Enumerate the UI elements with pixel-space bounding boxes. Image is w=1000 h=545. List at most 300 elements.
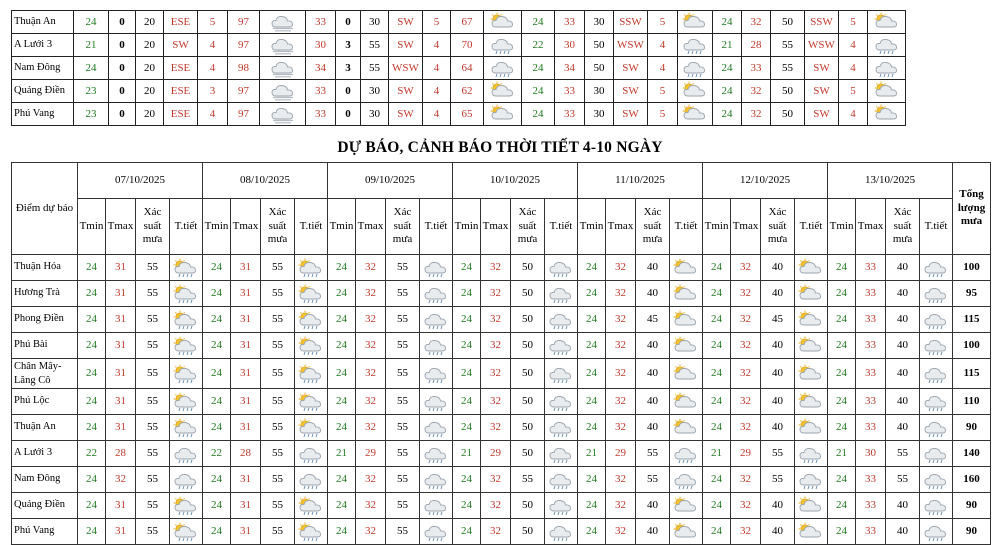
tmax-cell: 31 xyxy=(231,493,261,519)
weather-cell xyxy=(170,255,203,281)
tmax-cell: 32 xyxy=(731,519,761,545)
tmin-cell: 24 xyxy=(78,255,106,281)
date-header: 11/10/2025 xyxy=(578,163,703,199)
tmax-cell: 33 xyxy=(856,359,886,389)
value-cell: 97 xyxy=(228,103,260,126)
value-cell: 62 xyxy=(451,80,484,103)
value-cell: 5 xyxy=(839,11,868,34)
weather-cell xyxy=(678,103,713,126)
rain-probability-cell: 55 xyxy=(886,467,920,493)
tmax-cell: 32 xyxy=(731,307,761,333)
weather-header: T.tiết xyxy=(920,199,953,255)
tmax-cell: 33 xyxy=(856,415,886,441)
weather-cell xyxy=(545,389,578,415)
rain-probability-cell: 55 xyxy=(261,359,295,389)
sun-cloud-icon xyxy=(489,12,517,32)
tmin-cell: 22 xyxy=(78,441,106,467)
weather-cell xyxy=(484,80,522,103)
weather-cell xyxy=(170,467,203,493)
weather-cell xyxy=(295,359,328,389)
value-cell: 5 xyxy=(198,11,228,34)
value-cell: SW xyxy=(805,57,839,80)
tmax-cell: 32 xyxy=(481,519,511,545)
rain-cloud-icon xyxy=(922,284,950,304)
tmax-header: Tmax xyxy=(856,199,886,255)
weather-cell xyxy=(295,333,328,359)
cloud-fog-icon xyxy=(269,81,297,101)
value-cell: 4 xyxy=(839,57,868,80)
tmin-cell: 24 xyxy=(328,333,356,359)
value-cell: 30 xyxy=(306,34,336,57)
sun-cloud-icon xyxy=(681,12,709,32)
cloud-fog-icon xyxy=(269,35,297,55)
rain-probability-header: Xác suất mưa xyxy=(511,199,545,255)
total-rain-cell: 95 xyxy=(953,281,991,307)
weather-cell xyxy=(920,307,953,333)
value-cell: 5 xyxy=(423,11,451,34)
sun-cloud-icon xyxy=(873,81,901,101)
total-rain-cell: 90 xyxy=(953,415,991,441)
location-name: Phú Bài xyxy=(12,333,78,359)
tmin-cell: 24 xyxy=(203,255,231,281)
rain-probability-header: Xác suất mưa xyxy=(261,199,295,255)
rain-probability-cell: 40 xyxy=(761,519,795,545)
value-cell: 55 xyxy=(361,34,389,57)
weather-cell xyxy=(868,11,906,34)
table-row xyxy=(12,389,991,415)
value-cell: 24 xyxy=(713,11,742,34)
tmax-cell: 33 xyxy=(856,519,886,545)
rain-cloud-icon xyxy=(672,470,700,490)
sun-cloud-icon xyxy=(672,310,700,330)
tmax-cell: 33 xyxy=(856,307,886,333)
tmin-cell: 21 xyxy=(828,441,856,467)
rain-probability-cell: 55 xyxy=(636,467,670,493)
tmax-cell: 29 xyxy=(481,441,511,467)
rain-probability-cell: 55 xyxy=(261,255,295,281)
location-name: Phú Vang xyxy=(12,103,74,126)
tmax-cell: 32 xyxy=(481,307,511,333)
tmin-cell: 24 xyxy=(828,467,856,493)
tmax-cell: 32 xyxy=(481,467,511,493)
value-cell: 0 xyxy=(109,11,136,34)
tmax-cell: 32 xyxy=(356,389,386,415)
tmin-cell: 24 xyxy=(578,307,606,333)
total-rain-cell: 115 xyxy=(953,307,991,333)
rain-cloud-icon xyxy=(547,364,575,384)
rain-probability-cell: 55 xyxy=(511,467,545,493)
rain-probability-cell: 50 xyxy=(511,519,545,545)
sun-cloud-icon xyxy=(489,81,517,101)
value-cell: 33 xyxy=(306,103,336,126)
sun-rain-icon xyxy=(297,258,325,278)
tmax-cell: 32 xyxy=(731,359,761,389)
tmin-cell: 24 xyxy=(203,493,231,519)
sub-header-row xyxy=(12,199,991,255)
weather-cell xyxy=(484,57,522,80)
value-cell: 24 xyxy=(522,11,555,34)
value-cell: 33 xyxy=(742,57,771,80)
rain-probability-cell: 55 xyxy=(136,333,170,359)
tmin-cell: 24 xyxy=(453,519,481,545)
tmax-cell: 32 xyxy=(356,255,386,281)
rain-cloud-icon xyxy=(797,444,825,464)
tmax-cell: 32 xyxy=(481,415,511,441)
rain-cloud-icon xyxy=(172,470,200,490)
sun-rain-icon xyxy=(297,496,325,516)
value-cell: 4 xyxy=(423,34,451,57)
sun-rain-icon xyxy=(172,364,200,384)
tmax-cell: 32 xyxy=(356,333,386,359)
tmax-cell: 31 xyxy=(106,333,136,359)
rain-probability-cell: 40 xyxy=(636,415,670,441)
value-cell: 20 xyxy=(136,103,164,126)
tmin-cell: 24 xyxy=(328,359,356,389)
tmax-cell: 31 xyxy=(106,307,136,333)
value-cell: 30 xyxy=(555,34,585,57)
value-cell: 55 xyxy=(771,57,805,80)
tmin-cell: 24 xyxy=(453,281,481,307)
value-cell: 55 xyxy=(771,34,805,57)
weather-cell xyxy=(920,255,953,281)
rain-probability-cell: 55 xyxy=(386,389,420,415)
rain-cloud-icon xyxy=(797,470,825,490)
tmin-cell: 24 xyxy=(203,389,231,415)
location-name: Phú Lộc xyxy=(12,389,78,415)
rain-cloud-icon xyxy=(489,35,517,55)
value-cell: 4 xyxy=(648,34,678,57)
value-cell: 24 xyxy=(74,11,109,34)
weather-cell xyxy=(670,467,703,493)
weather-cell xyxy=(920,389,953,415)
sun-rain-icon xyxy=(172,522,200,542)
tmax-cell: 31 xyxy=(231,467,261,493)
weather-cell xyxy=(170,307,203,333)
tmin-cell: 24 xyxy=(78,493,106,519)
location-name: A Lưới 3 xyxy=(12,441,78,467)
value-cell: 0 xyxy=(109,80,136,103)
sun-cloud-icon xyxy=(797,392,825,412)
rain-cloud-icon xyxy=(422,444,450,464)
tmax-cell: 31 xyxy=(231,359,261,389)
sun-cloud-icon xyxy=(681,104,709,124)
weather-cell xyxy=(260,11,306,34)
weather-cell xyxy=(420,441,453,467)
rain-cloud-icon xyxy=(422,258,450,278)
rain-cloud-icon xyxy=(547,522,575,542)
tmax-cell: 32 xyxy=(606,307,636,333)
rain-cloud-icon xyxy=(922,392,950,412)
weather-cell xyxy=(295,389,328,415)
table-row xyxy=(12,11,906,34)
tmin-cell: 24 xyxy=(328,255,356,281)
value-cell: 30 xyxy=(585,103,614,126)
tmin-cell: 24 xyxy=(453,493,481,519)
sun-rain-icon xyxy=(297,310,325,330)
rain-cloud-icon xyxy=(422,392,450,412)
weather-cell xyxy=(545,441,578,467)
rain-probability-cell: 50 xyxy=(511,307,545,333)
tmin-cell: 24 xyxy=(78,519,106,545)
total-rain-cell: 100 xyxy=(953,333,991,359)
tmin-cell: 24 xyxy=(828,255,856,281)
rain-probability-cell: 40 xyxy=(636,519,670,545)
weather-cell xyxy=(545,307,578,333)
tmin-header: Tmin xyxy=(453,199,481,255)
value-cell: SW xyxy=(805,103,839,126)
weather-cell xyxy=(795,389,828,415)
rain-cloud-icon xyxy=(547,444,575,464)
rain-probability-cell: 40 xyxy=(886,519,920,545)
tmin-cell: 24 xyxy=(203,519,231,545)
tmin-cell: 24 xyxy=(703,255,731,281)
value-cell: 21 xyxy=(74,34,109,57)
tmax-cell: 32 xyxy=(106,467,136,493)
rain-cloud-icon xyxy=(681,58,709,78)
weather-cell xyxy=(795,307,828,333)
rain-probability-cell: 55 xyxy=(136,467,170,493)
tmax-cell: 32 xyxy=(731,389,761,415)
rain-probability-cell: 40 xyxy=(761,389,795,415)
weather-cell xyxy=(170,493,203,519)
value-cell: 20 xyxy=(136,34,164,57)
rain-cloud-icon xyxy=(172,444,200,464)
value-cell: 64 xyxy=(451,57,484,80)
tmax-cell: 32 xyxy=(606,281,636,307)
value-cell: 50 xyxy=(771,11,805,34)
tmin-cell: 24 xyxy=(78,307,106,333)
tmin-cell: 24 xyxy=(203,333,231,359)
location-name: Thuận Hóa xyxy=(12,255,78,281)
weather-cell xyxy=(545,359,578,389)
weather-cell xyxy=(420,255,453,281)
sun-cloud-icon xyxy=(797,364,825,384)
weather-cell xyxy=(295,307,328,333)
rain-probability-cell: 50 xyxy=(511,389,545,415)
weather-cell xyxy=(795,467,828,493)
rain-probability-cell: 55 xyxy=(136,415,170,441)
tmax-cell: 32 xyxy=(606,389,636,415)
tmin-cell: 24 xyxy=(328,281,356,307)
rain-probability-cell: 50 xyxy=(511,415,545,441)
tmin-header: Tmin xyxy=(328,199,356,255)
tmin-cell: 24 xyxy=(203,359,231,389)
rain-probability-cell: 50 xyxy=(511,255,545,281)
tmin-cell: 24 xyxy=(453,467,481,493)
tmax-cell: 32 xyxy=(356,493,386,519)
tmin-cell: 24 xyxy=(78,389,106,415)
rain-cloud-icon xyxy=(547,470,575,490)
rain-probability-cell: 55 xyxy=(386,333,420,359)
tmax-cell: 31 xyxy=(106,389,136,415)
sun-cloud-icon xyxy=(797,418,825,438)
value-cell: 34 xyxy=(555,57,585,80)
tmin-cell: 24 xyxy=(578,281,606,307)
rain-cloud-icon xyxy=(922,364,950,384)
tmax-cell: 32 xyxy=(481,389,511,415)
sun-cloud-icon xyxy=(797,336,825,356)
weather-cell xyxy=(670,333,703,359)
weather-cell xyxy=(920,333,953,359)
value-cell: 4 xyxy=(423,80,451,103)
rain-probability-cell: 55 xyxy=(136,389,170,415)
value-cell: 4 xyxy=(839,103,868,126)
weather-cell xyxy=(678,80,713,103)
weather-cell xyxy=(678,34,713,57)
weather-cell xyxy=(920,359,953,389)
value-cell: 0 xyxy=(336,80,361,103)
rain-cloud-icon xyxy=(547,310,575,330)
rain-cloud-icon xyxy=(922,444,950,464)
tmax-cell: 32 xyxy=(606,255,636,281)
tmin-header: Tmin xyxy=(203,199,231,255)
tmax-cell: 32 xyxy=(731,255,761,281)
cloud-fog-icon xyxy=(269,58,297,78)
value-cell: 3 xyxy=(336,57,361,80)
value-cell: 5 xyxy=(648,103,678,126)
tmax-cell: 32 xyxy=(481,493,511,519)
rain-probability-cell: 55 xyxy=(261,389,295,415)
weather-cell xyxy=(420,415,453,441)
weather-cell xyxy=(295,467,328,493)
value-cell: 20 xyxy=(136,80,164,103)
tmax-header: Tmax xyxy=(106,199,136,255)
rain-probability-cell: 55 xyxy=(261,333,295,359)
value-cell: 30 xyxy=(585,11,614,34)
value-cell: 4 xyxy=(198,34,228,57)
weather-cell xyxy=(920,415,953,441)
tmax-cell: 31 xyxy=(106,359,136,389)
tmax-cell: 33 xyxy=(856,281,886,307)
rain-probability-cell: 55 xyxy=(261,467,295,493)
weather-cell xyxy=(420,281,453,307)
tmin-cell: 24 xyxy=(828,307,856,333)
value-cell: ESE xyxy=(164,11,198,34)
rain-probability-cell: 40 xyxy=(636,333,670,359)
value-cell: 97 xyxy=(228,34,260,57)
rain-probability-cell: 40 xyxy=(886,281,920,307)
table-row xyxy=(12,281,991,307)
tmax-header: Tmax xyxy=(606,199,636,255)
weather-cell xyxy=(678,57,713,80)
tmax-cell: 32 xyxy=(606,415,636,441)
tmax-cell: 32 xyxy=(606,467,636,493)
tmax-cell: 32 xyxy=(481,255,511,281)
tmax-cell: 33 xyxy=(856,389,886,415)
rain-cloud-icon xyxy=(547,284,575,304)
table-row xyxy=(12,333,991,359)
short-range-table xyxy=(11,10,906,126)
value-cell: 4 xyxy=(648,57,678,80)
rain-cloud-icon xyxy=(681,35,709,55)
value-cell: SSW xyxy=(805,11,839,34)
weather-cell xyxy=(795,493,828,519)
rain-probability-cell: 55 xyxy=(136,307,170,333)
location-name: Thuận An xyxy=(12,11,74,34)
total-rain-cell: 90 xyxy=(953,493,991,519)
tmin-cell: 24 xyxy=(703,389,731,415)
tmin-cell: 24 xyxy=(578,415,606,441)
weather-cell xyxy=(484,34,522,57)
rain-probability-cell: 40 xyxy=(761,255,795,281)
rain-cloud-icon xyxy=(873,58,901,78)
value-cell: 0 xyxy=(336,11,361,34)
weather-cell xyxy=(795,359,828,389)
tmax-cell: 31 xyxy=(231,519,261,545)
weather-cell xyxy=(260,80,306,103)
value-cell: 3 xyxy=(336,34,361,57)
total-rain-cell: 110 xyxy=(953,389,991,415)
tmax-cell: 32 xyxy=(606,519,636,545)
rain-probability-cell: 55 xyxy=(136,519,170,545)
tmax-cell: 32 xyxy=(731,467,761,493)
rain-cloud-icon xyxy=(422,522,450,542)
sun-rain-icon xyxy=(172,336,200,356)
weather-cell xyxy=(170,281,203,307)
rain-cloud-icon xyxy=(422,284,450,304)
tmax-cell: 31 xyxy=(106,519,136,545)
weather-cell xyxy=(420,307,453,333)
weather-cell xyxy=(920,519,953,545)
value-cell: SSW xyxy=(614,11,648,34)
forecast-table-body xyxy=(12,255,991,545)
tmin-cell: 24 xyxy=(828,415,856,441)
rain-cloud-icon xyxy=(547,418,575,438)
rain-cloud-icon xyxy=(873,35,901,55)
tmax-header: Tmax xyxy=(731,199,761,255)
value-cell: 24 xyxy=(713,80,742,103)
sun-rain-icon xyxy=(172,258,200,278)
table-row xyxy=(12,80,906,103)
value-cell: 33 xyxy=(555,103,585,126)
tmin-cell: 24 xyxy=(828,519,856,545)
rain-probability-cell: 40 xyxy=(636,359,670,389)
value-cell: 32 xyxy=(742,103,771,126)
location-name: Phú Vang xyxy=(12,519,78,545)
table-row xyxy=(12,103,906,126)
value-cell: 33 xyxy=(555,80,585,103)
tmin-cell: 24 xyxy=(203,281,231,307)
weather-cell xyxy=(545,333,578,359)
rain-probability-cell: 55 xyxy=(386,519,420,545)
tmin-cell: 22 xyxy=(203,441,231,467)
value-cell: SW xyxy=(389,34,423,57)
tmin-cell: 24 xyxy=(578,519,606,545)
tmin-cell: 24 xyxy=(78,333,106,359)
rain-cloud-icon xyxy=(422,310,450,330)
rain-probability-cell: 50 xyxy=(511,281,545,307)
rain-probability-cell: 40 xyxy=(886,359,920,389)
tmin-cell: 24 xyxy=(578,255,606,281)
location-name: Quảng Điền xyxy=(12,80,74,103)
weather-cell xyxy=(295,519,328,545)
value-cell: 67 xyxy=(451,11,484,34)
value-cell: 5 xyxy=(648,80,678,103)
rain-probability-cell: 55 xyxy=(386,467,420,493)
sun-cloud-icon xyxy=(672,522,700,542)
tmin-cell: 24 xyxy=(78,467,106,493)
tmax-cell: 33 xyxy=(856,255,886,281)
weather-cell xyxy=(170,415,203,441)
table-row xyxy=(12,415,991,441)
value-cell: WSW xyxy=(614,34,648,57)
total-rain-header: Tổng lượng mưa xyxy=(953,163,991,255)
weather-cell xyxy=(795,255,828,281)
rain-cloud-icon xyxy=(422,470,450,490)
tmin-cell: 24 xyxy=(703,333,731,359)
value-cell: 24 xyxy=(522,80,555,103)
rain-probability-cell: 40 xyxy=(886,255,920,281)
